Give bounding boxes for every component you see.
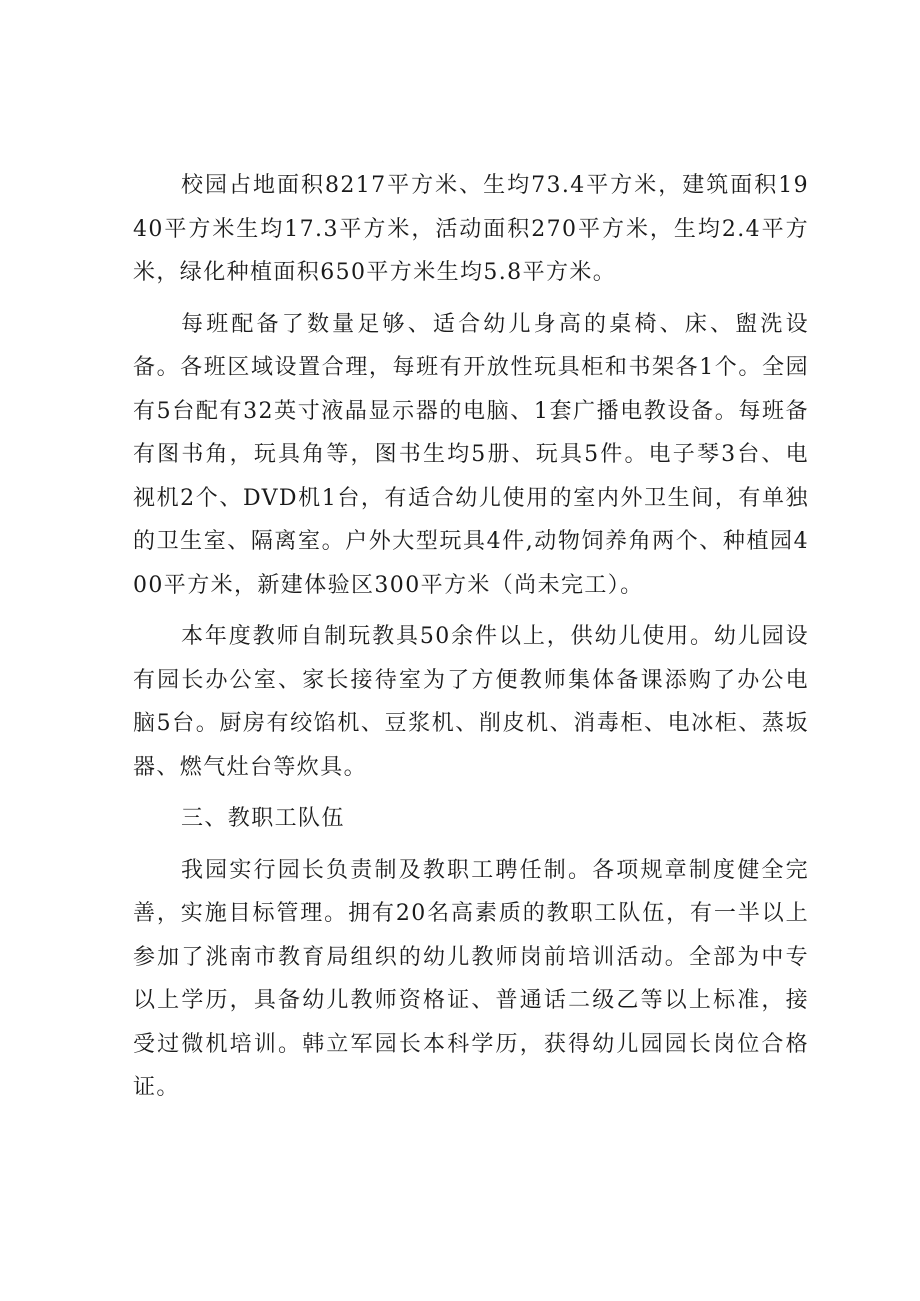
paragraph-class-equipment: 每班配备了数量足够、适合幼儿身高的桌椅、床、盥洗设备。各班区域设置合理，每班有开放性玩具柜和书架各1个。全园有5台配有32英寸液晶显示器的电脑、1套广播电教设备。每班备有图书角，玩具角等，图书生均5册、玩具5件。电子琴3台、电视机2个、DVD机1台，有适合幼儿使用的室内外卫生间，有单独的卫生室、隔离室。户外大型玩具4件,动物饲养角两个、种植园400平方米，新建体验区300平方米（尚未完工）。 bbox=[133, 311, 809, 598]
section-heading: 三、教职工队伍 bbox=[181, 806, 345, 831]
paragraph-staff: 我园实行园长负责制及教职工聘任制。各项规章制度健全完善，实施目标管理。拥有20名高素质的教职工队伍，有一半以上参加了洮南市教育局组织的幼儿教师岗前培训活动。全部为中专以上学历，具备幼儿教师资格证、普通话二级乙等以上标准，接受过微机培训。韩立军园长本科学历，获得幼儿园园长岗位合格证。 bbox=[133, 857, 809, 1100]
document-body bbox=[133, 164, 809, 1110]
paragraph-teaching-aids: 本年度教师自制玩教具50余件以上，供幼儿使用。幼儿园设有园长办公室、家长接待室为了方便教师集体备课添购了办公电脑5台。厨房有绞馅机、豆浆机、削皮机、消毒柜、电冰柜、蒸坂器、燃气灶台等炊具。 bbox=[133, 624, 809, 780]
paragraph-campus-area: 校园占地面积8217平方米、生均73.4平方米，建筑面积1940平方米生均17.3平方米，活动面积270平方米，生均2.4平方米，绿化种植面积650平方米生均5.8平方米。 bbox=[133, 173, 809, 285]
